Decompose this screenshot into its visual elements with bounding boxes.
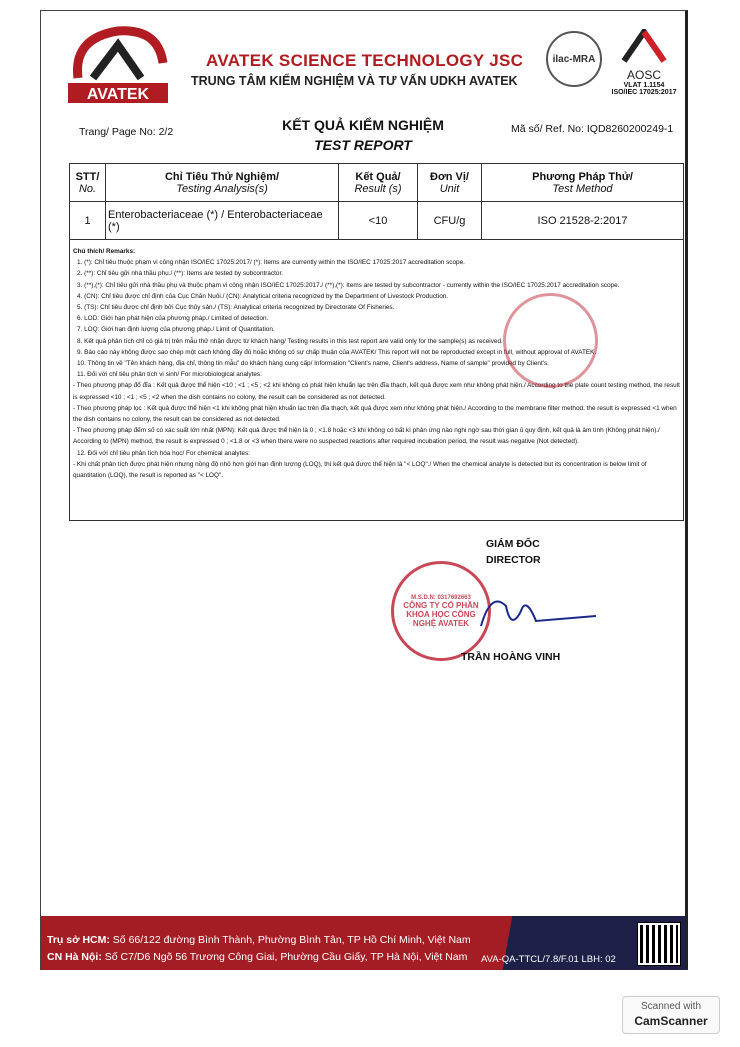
svg-text:AVATEK: AVATEK [86, 86, 150, 103]
remark-item: 1. (*): Chỉ tiêu thuộc phạm vi công nhận ISO/IEC 17025:2017/ (*): Items are currently within the ISO/IEC 17025:2017 accreditation scope. [77, 259, 465, 267]
qr-code [638, 923, 680, 965]
col-no: STT/ No. [70, 164, 106, 202]
remark-item: - Theo phương pháp đếm số có xác suất lớn nhất (MPN): Kết quả được thể hiện là 0 ; <1.8 hoặc <3 khi không có bất kì phản ứng nào nghi ngờ sau thời gian ủ quy định, kết quả là âm tính (Không phát hiện)./ According to (MPN) method, the result is expressed 0 ; <1.8 or <3 when there were no suspected reactions after required incubation period, the result was negative (Not detected). [73, 427, 660, 446]
remark-item: - Theo phương pháp lọc : Kết quả được thể hiện <1 khi không phát hiện khuẩn lạc trên đĩa thạch, kết quả được xem như không phát hiện./ According to the membrane filter method, the result is expressed <1 when the dish contains no colony, the result can be considered as not detected. [73, 404, 677, 424]
remark-item: - Khi chất phân tích được phát hiện nhưng nồng độ nhỏ hơn giới hạn định lượng (LOQ), thì kết quả được thể hiện là "< LOQ"./ When the chemical analyte is detected but its concentration is below limit of quantitation (LOQ), the result is reported as "< LOQ". [73, 460, 647, 480]
test-report-page [40, 10, 688, 970]
aosc-triangle-icon [619, 29, 669, 63]
hcm-address: Trụ sở HCM: Số 66/122 đường Bình Thành, Phường Bình Tân, TP Hồ Chí Minh, Việt Nam [47, 934, 471, 946]
remark-item: 2. (**): Chỉ tiêu gửi nhà thầu phụ./ (**): Items are tested by subcontractor. [77, 270, 284, 278]
title-en: TEST REPORT [314, 137, 412, 153]
company-stamp: M.S.D.N: 0317692663 CÔNG TY CỔ PHẦN KHOA HỌC CÔNG NGHỆ AVATEK [391, 561, 491, 661]
camscanner-badge: Scanned with CamScanner [622, 996, 720, 1034]
director-name: TRẦN HOÀNG VINH [461, 651, 561, 663]
page-number: Trang/ Page No: 2/2 [79, 126, 174, 138]
ref-number: Mã số/ Ref. No: IQD8260200249-1 [511, 123, 674, 135]
remark-item: 10. Thông tin về "Tên khách hàng, địa chỉ, thông tin mẫu" do khách hàng cung cấp/ Information "Client's name, Client's address, Name of sample" provided by Client's. [77, 360, 549, 368]
table-header-row [70, 164, 684, 202]
title-vn: KẾT QUẢ KIỂM NGHIỆM [282, 117, 444, 133]
remark-item: 11. Đối với chỉ tiêu phân tích vi sinh/ For microbiological analytes: [77, 371, 262, 379]
remark-item: 9. Báo cáo này không được sao chép một cách không đầy đủ hoặc không có sự chấp thuận của AVATEK/ This report will not be reproducted except in full, without approval of AVATEK. [77, 348, 597, 356]
table-row: 1 Enterobacteriaceae (*) / Enterobacteriaceae (*) <10 CFU/g ISO 21528-2:2017 [70, 202, 684, 240]
col-analysis: Chỉ Tiêu Thử Nghiệm/ Testing Analysis(s) [106, 164, 339, 202]
results-table [69, 163, 684, 240]
remarks-box [69, 239, 684, 521]
col-result: Kết Quả/ Result (s) [339, 164, 418, 202]
signature-scribble [461, 586, 601, 646]
company-name-vn: TRUNG TÂM KIỂM NGHIỆM VÀ TƯ VẤN UDKH AVATEK [191, 74, 518, 88]
hanoi-address: CN Hà Nội: Số C7/D6 Ngõ 56 Trương Công Giai, Phường Cầu Giấy, TP Hà Nội, Việt Nam [47, 951, 468, 963]
ilac-mra-logo: ilac-MRA [546, 31, 602, 87]
remark-item: 8. Kết quả phân tích chỉ có giá trị trên mẫu thử nhận được từ khách hàng/ Testing results in this test report are valid only for the sample(s) as received. [77, 337, 503, 345]
aosc-logo: AOSC VLAT 1.1154 ISO/IEC 17025:2017 [609, 29, 679, 96]
partial-stamp [503, 293, 598, 388]
signature-role: GIÁM ĐỐC DIRECTOR [486, 538, 541, 566]
remarks-title: Chú thích/ Remarks: [73, 248, 136, 255]
remark-item: 5. (TS): Chỉ tiêu được chỉ định bởi Cục thủy sản./ (TS): Analytical criteria recognized by Directorate Of Fisheries. [77, 304, 395, 312]
remark-item: 12. Đối với chỉ tiêu phân tích hóa học/ For chemical analytes: [77, 449, 250, 457]
remark-item: 6. LOD: Giới hạn phát hiện của phương pháp./ Limited of detection. [77, 315, 269, 323]
company-name-en: AVATEK SCIENCE TECHNOLOGY JSC [206, 51, 524, 70]
footer-band [41, 916, 686, 970]
remark-item: 3. (**),(*): Chỉ tiêu gửi nhà thầu phụ và thuộc phạm vi công nhận ISO/IEC 17025:2017./ (**),(*): Items are tested by subcontractor - currently within the ISO/IEC 17025:2017 accreditation scope. [77, 281, 620, 289]
col-unit: Đơn Vị/ Unit [418, 164, 482, 202]
remark-item: - Theo phương pháp đổ đĩa : Kết quả được thể hiện <10 ; <1 ; <5 ; <2 khi không có phát hiện khuẩn lạc trên đĩa thạch, kết quả được xem như không phát hiện./ According to the plate count testing method, the result is expressed <10 ; <1 ; <5 ; <2 when the dish contains no colony, the result can be considered as not detected. [73, 382, 680, 401]
form-code: AVA-QA-TTCL/7.8/F.01 LBH: 02 [481, 954, 616, 965]
remark-item: 4. (CN): Chỉ tiêu được chỉ định của Cục Chăn Nuôi./ (CN): Analytical criteria recognized by the Department of Livestock Production. [77, 292, 449, 300]
avatek-logo [63, 23, 173, 108]
col-method: Phương Pháp Thử/ Test Method [482, 164, 684, 202]
remark-item: 7. LOQ: Giới hạn định lượng của phương pháp./ Limit of Quantitation. [77, 326, 275, 334]
